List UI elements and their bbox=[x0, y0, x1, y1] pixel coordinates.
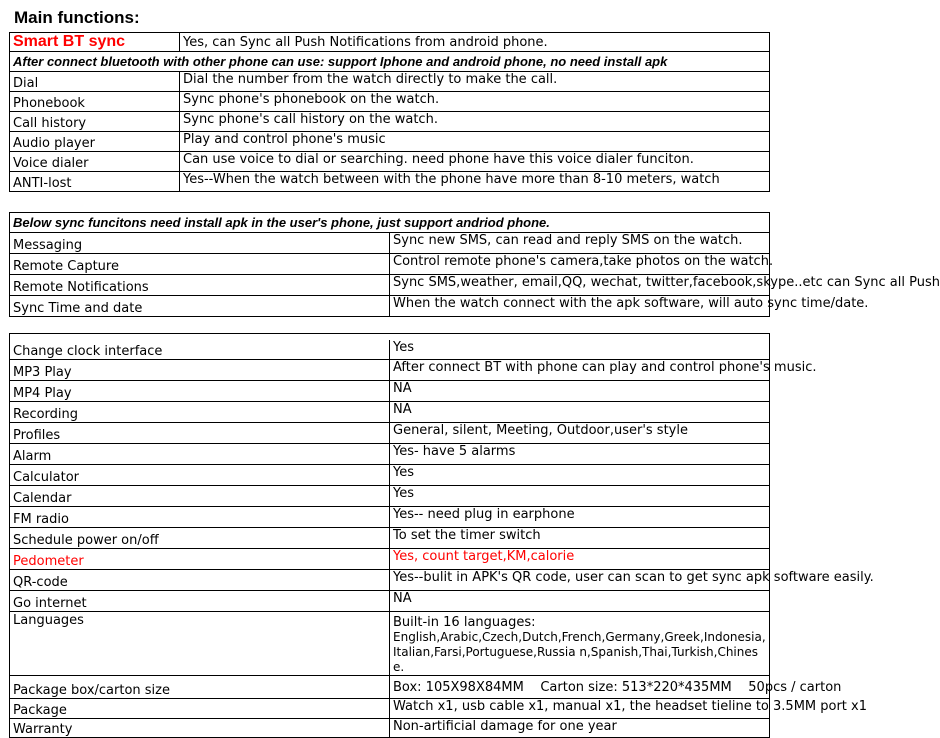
table-row bbox=[10, 340, 770, 360]
features-table bbox=[9, 333, 874, 738]
section-banner-row bbox=[10, 52, 770, 72]
row-value: Yes, can Sync all Push Notifications from android phone. bbox=[180, 33, 770, 52]
row-value: Control remote phone's camera,take photos on the watch. bbox=[390, 254, 770, 275]
row-value: Sync new SMS, can read and reply SMS on the watch. bbox=[390, 233, 770, 254]
table-row bbox=[10, 172, 770, 192]
row-label: MP3 Play bbox=[10, 360, 390, 381]
table-row bbox=[10, 528, 770, 549]
row-label: Messaging bbox=[10, 233, 390, 254]
row-label: Go internet bbox=[10, 591, 390, 612]
row-label: Change clock interface bbox=[10, 340, 390, 360]
row-value: Watch x1, usb cable x1, manual x1, the headset tieline to 3.5MM port x1 bbox=[390, 699, 770, 719]
table-row bbox=[10, 591, 770, 612]
section1-banner: After connect bluetooth with other phone can use: support Iphone and android phone, no need install apk bbox=[10, 52, 770, 72]
table-row bbox=[10, 152, 770, 172]
row-label: Calendar bbox=[10, 486, 390, 507]
row-label: Package box/carton size bbox=[10, 676, 390, 699]
row-label: MP4 Play bbox=[10, 381, 390, 402]
row-value: Non-artificial damage for one year bbox=[390, 719, 770, 738]
row-value: NA bbox=[390, 381, 770, 402]
languages-heading: Built-in 16 languages: bbox=[393, 615, 536, 630]
row-value: Yes bbox=[390, 486, 770, 507]
row-label: Profiles bbox=[10, 423, 390, 444]
row-label: Schedule power on/off bbox=[10, 528, 390, 549]
table-row bbox=[10, 233, 770, 254]
table-row bbox=[10, 699, 770, 719]
section-banner-row bbox=[10, 213, 770, 233]
row-value: General, silent, Meeting, Outdoor,user's style bbox=[390, 423, 770, 444]
table-row bbox=[10, 676, 770, 699]
table-row bbox=[10, 423, 770, 444]
table-row-languages bbox=[10, 612, 770, 676]
table-row bbox=[10, 402, 770, 423]
row-value: Sync phone's call history on the watch. bbox=[180, 112, 770, 132]
row-label: Alarm bbox=[10, 444, 390, 465]
table-row bbox=[10, 132, 770, 152]
row-label: Phonebook bbox=[10, 92, 180, 112]
row-value: Sync phone's phonebook on the watch. bbox=[180, 92, 770, 112]
row-value: When the watch connect with the apk software, will auto sync time/date. bbox=[390, 296, 770, 317]
row-label: Smart BT sync bbox=[10, 33, 180, 52]
row-value: Can use voice to dial or searching. need phone have this voice dialer funciton. bbox=[180, 152, 770, 172]
table-row bbox=[10, 465, 770, 486]
section2-banner: Below sync funcitons need install apk in the user's phone, just support andriod phone. bbox=[10, 213, 770, 233]
table-row bbox=[10, 72, 770, 92]
row-value: Yes bbox=[390, 340, 770, 360]
row-value: NA bbox=[390, 402, 770, 423]
table-row bbox=[10, 570, 770, 591]
table-row bbox=[10, 92, 770, 112]
row-value: Yes--When the watch between with the phone have more than 8-10 meters, watch bbox=[180, 172, 770, 192]
table-row bbox=[10, 444, 770, 465]
row-label: Call history bbox=[10, 112, 180, 132]
row-value: To set the timer switch bbox=[390, 528, 770, 549]
row-value: Yes bbox=[390, 465, 770, 486]
table-row bbox=[10, 254, 770, 275]
table-row bbox=[10, 33, 770, 52]
table-row bbox=[10, 549, 770, 570]
row-value: Yes--bulit in APK's QR code, user can scan to get sync apk software easily. bbox=[390, 570, 770, 591]
row-value: Yes- have 5 alarms bbox=[390, 444, 770, 465]
table-row bbox=[10, 719, 770, 738]
row-value: Yes-- need plug in earphone bbox=[390, 507, 770, 528]
table-row bbox=[10, 296, 770, 317]
row-label: QR-code bbox=[10, 570, 390, 591]
bluetooth-functions-table bbox=[9, 32, 770, 192]
table-row bbox=[10, 275, 770, 296]
row-value: NA bbox=[390, 591, 770, 612]
table-row bbox=[10, 507, 770, 528]
page-title: Main functions: bbox=[14, 8, 140, 27]
row-value: Dial the number from the watch directly to make the call. bbox=[180, 72, 770, 92]
table-row bbox=[10, 381, 770, 402]
row-value-languages bbox=[390, 612, 770, 676]
row-value-pedometer: Yes, count target,KM,calorie bbox=[390, 549, 770, 570]
row-value: Sync SMS,weather, email,QQ, wechat, twitter,facebook,skype..etc can Sync all Push bbox=[390, 275, 770, 296]
row-label: FM radio bbox=[10, 507, 390, 528]
apk-functions-table bbox=[9, 212, 940, 317]
row-label: Languages bbox=[10, 612, 390, 676]
table-row bbox=[10, 112, 770, 132]
table-row bbox=[10, 360, 770, 381]
languages-list: English,Arabic,Czech,Dutch,French,Germany,Greek,Indonesia,Italian,Farsi,Portuguese,Russia n,Spanish,Thai,Turkish,Chinese. bbox=[393, 630, 766, 674]
row-label: Package bbox=[10, 699, 390, 719]
row-value: After connect BT with phone can play and control phone's music. bbox=[390, 360, 770, 381]
row-label: Sync Time and date bbox=[10, 296, 390, 317]
row-value: Play and control phone's music bbox=[180, 132, 770, 152]
row-label: Voice dialer bbox=[10, 152, 180, 172]
row-label: ANTI-lost bbox=[10, 172, 180, 192]
row-label: Dial bbox=[10, 72, 180, 92]
row-label: Remote Notifications bbox=[10, 275, 390, 296]
row-label: Remote Capture bbox=[10, 254, 390, 275]
row-label: Calculator bbox=[10, 465, 390, 486]
row-label-pedometer: Pedometer bbox=[10, 549, 390, 570]
row-value: Box: 105X98X84MM Carton size: 513*220*435MM 50pcs / carton bbox=[390, 676, 770, 699]
row-label: Recording bbox=[10, 402, 390, 423]
row-label: Warranty bbox=[10, 719, 390, 738]
table-row bbox=[10, 486, 770, 507]
row-label: Audio player bbox=[10, 132, 180, 152]
